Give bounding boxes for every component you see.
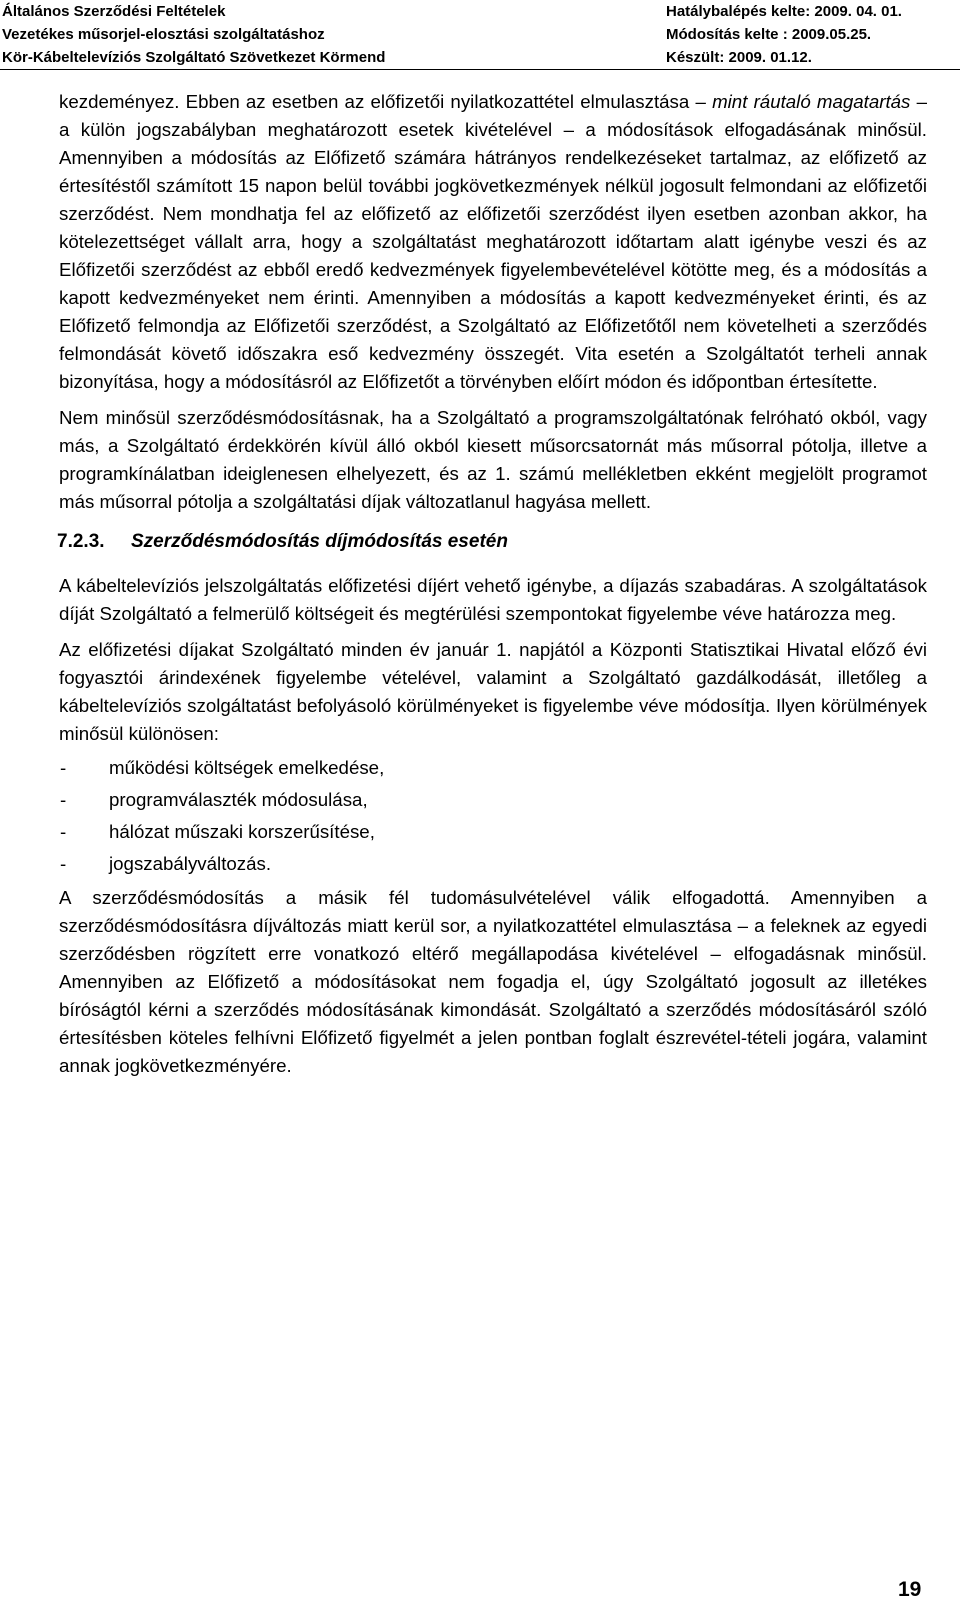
header-row <box>0 46 960 69</box>
paragraph: Nem minősül szerződésmódosításnak, ha a Szolgáltató a programszolgáltatónak felróható okból, vagy más, a Szolgáltató érdekkörén kívül álló okból kiesett műsorcsatornát más műsorral pótolja, illetve a programkínálatban ideiglenesen elhelyezett, és az 1. számú mellékletben ekként megjelölt programot más műsorral pótolja a szolgáltatási díjak változatlanul hagyása mellett. <box>59 407 927 512</box>
header-company-name: Kör-Kábeltelevíziós Szolgáltató Szövetkezet Körmend <box>2 49 386 66</box>
list-item-text: működési költségek emelkedése, <box>109 757 385 778</box>
paragraph: Az előfizetési díjakat Szolgáltató minden év január 1. napjától a Központi Statisztikai Hivatal előző évi fogyasztói árindexének figyelembe vételével, valamint a Szolgáltató gazdálkodását, illetőleg a kábeltelevíziós szolgáltatást befolyásoló körülményeket is figyelembe véve módosítja. Ilyen körülmények minősül különösen: <box>59 639 927 744</box>
paragraph-text: kezdeményez. Ebben az esetben az előfizetői nyilatkozattétel elmulasztása – <box>59 91 713 112</box>
header-row <box>0 23 960 46</box>
paragraph: A szerződésmódosítás a másik fél tudomásulvételével válik elfogadottá. Amennyiben a szerződésmódosításra díjváltozás miatt kerül sor, a nyilatkozattétel elmulasztása – a feleknek az egyedi szerződésben rögzített erre vonatkozó eltérő megállapodása kivételével – elfogadásnak minősül. Amennyiben az Előfizető a módosításokat nem fogadja el, úgy Szolgáltató jogosult az illetékes bíróságtól kérni a szerződés módosításának kimondását. Szolgáltató a szerződés módosításáról szóló értesítésben köteles felhívni Előfizető figyelmét a jelen pontban foglalt észrevétel-tételi jogára, valamint annak jogkövetkezményére. <box>59 887 927 1076</box>
header-created-date: Készült: 2009. 01.12. <box>666 49 812 66</box>
paragraph-text: – a külön jogszabályban meghatározott esetek kivételével – a módosítások elfogadásának minősül. Amennyiben a módosítás az Előfizető számára hátrányos rendelkezéseket tartalmaz, az előfizető az értesítéstől számított 15 napon belül további jogkövetkezmények nélkül jogosult felmondani az előfizetői szerződést. Nem mondhatja fel az előfizető az előfizetői szerződést ilyen esetben azonban akkor, ha kötelezettséget vállalt arra, hogy a szolgáltatást meghatározott időtartam alatt igénybe veszi és az Előfizetői szerződést az ebből eredő kedvezmények figyelembevételével kötötte meg, és a módosítás a kapott kedvezményeket nem érinti. Amennyiben a módosítás a kapott kedvezményeket érinti, és az Előfizető felmondja az Előfizetői szerződést, a Szolgáltató az Előfizetőtől nem követelheti a szerződés felmondását követő időszakra eső kedvezmény összegét. Vita esetén a Szolgáltatót terheli annak bizonyítása, hogy a módosításról az Előfizetőt a törvényben előírt módon és időpontban értesítette. <box>59 91 927 392</box>
dash-marker: - <box>60 821 67 842</box>
header-document-title: Általános Szerződési Feltételek <box>2 3 226 20</box>
dash-list <box>59 752 927 880</box>
dash-marker: - <box>60 853 67 874</box>
list-item <box>59 816 927 848</box>
header-effective-date: Hatálybalépés kelte: 2009. 04. 01. <box>666 3 902 20</box>
page-number: 19 <box>898 1578 922 1601</box>
header-row <box>0 0 960 23</box>
header-modified-date: Módosítás kelte : 2009.05.25. <box>666 26 872 43</box>
section-heading <box>57 528 927 564</box>
section-title: Szerződésmódosítás díjmódosítás esetén <box>131 531 508 552</box>
dash-marker: - <box>60 757 67 778</box>
list-item <box>59 784 927 816</box>
list-item <box>59 752 927 784</box>
paragraph: A kábeltelevíziós jelszolgáltatás előfizetési díjért vehető igénybe, a díjazás szabadáras. A szolgáltatások díját Szolgáltató a felmerülő költségeit és megtérülési szempontokat figyelembe véve határozza meg. <box>59 575 927 624</box>
document-body <box>59 88 927 1080</box>
page-header <box>0 0 960 70</box>
paragraph <box>59 88 927 396</box>
section-number: 7.2.3. <box>57 531 105 552</box>
list-item <box>59 848 927 880</box>
list-item-text: jogszabályváltozás. <box>109 853 272 874</box>
list-item-text: hálózat műszaki korszerűsítése, <box>109 821 375 842</box>
dash-marker: - <box>60 789 67 810</box>
header-document-subtitle: Vezetékes műsorjel-elosztási szolgáltatáshoz <box>2 26 325 43</box>
list-item-text: programválaszték módosulása, <box>109 789 368 810</box>
emphasis-text: mint ráutaló magatartás <box>712 91 911 112</box>
